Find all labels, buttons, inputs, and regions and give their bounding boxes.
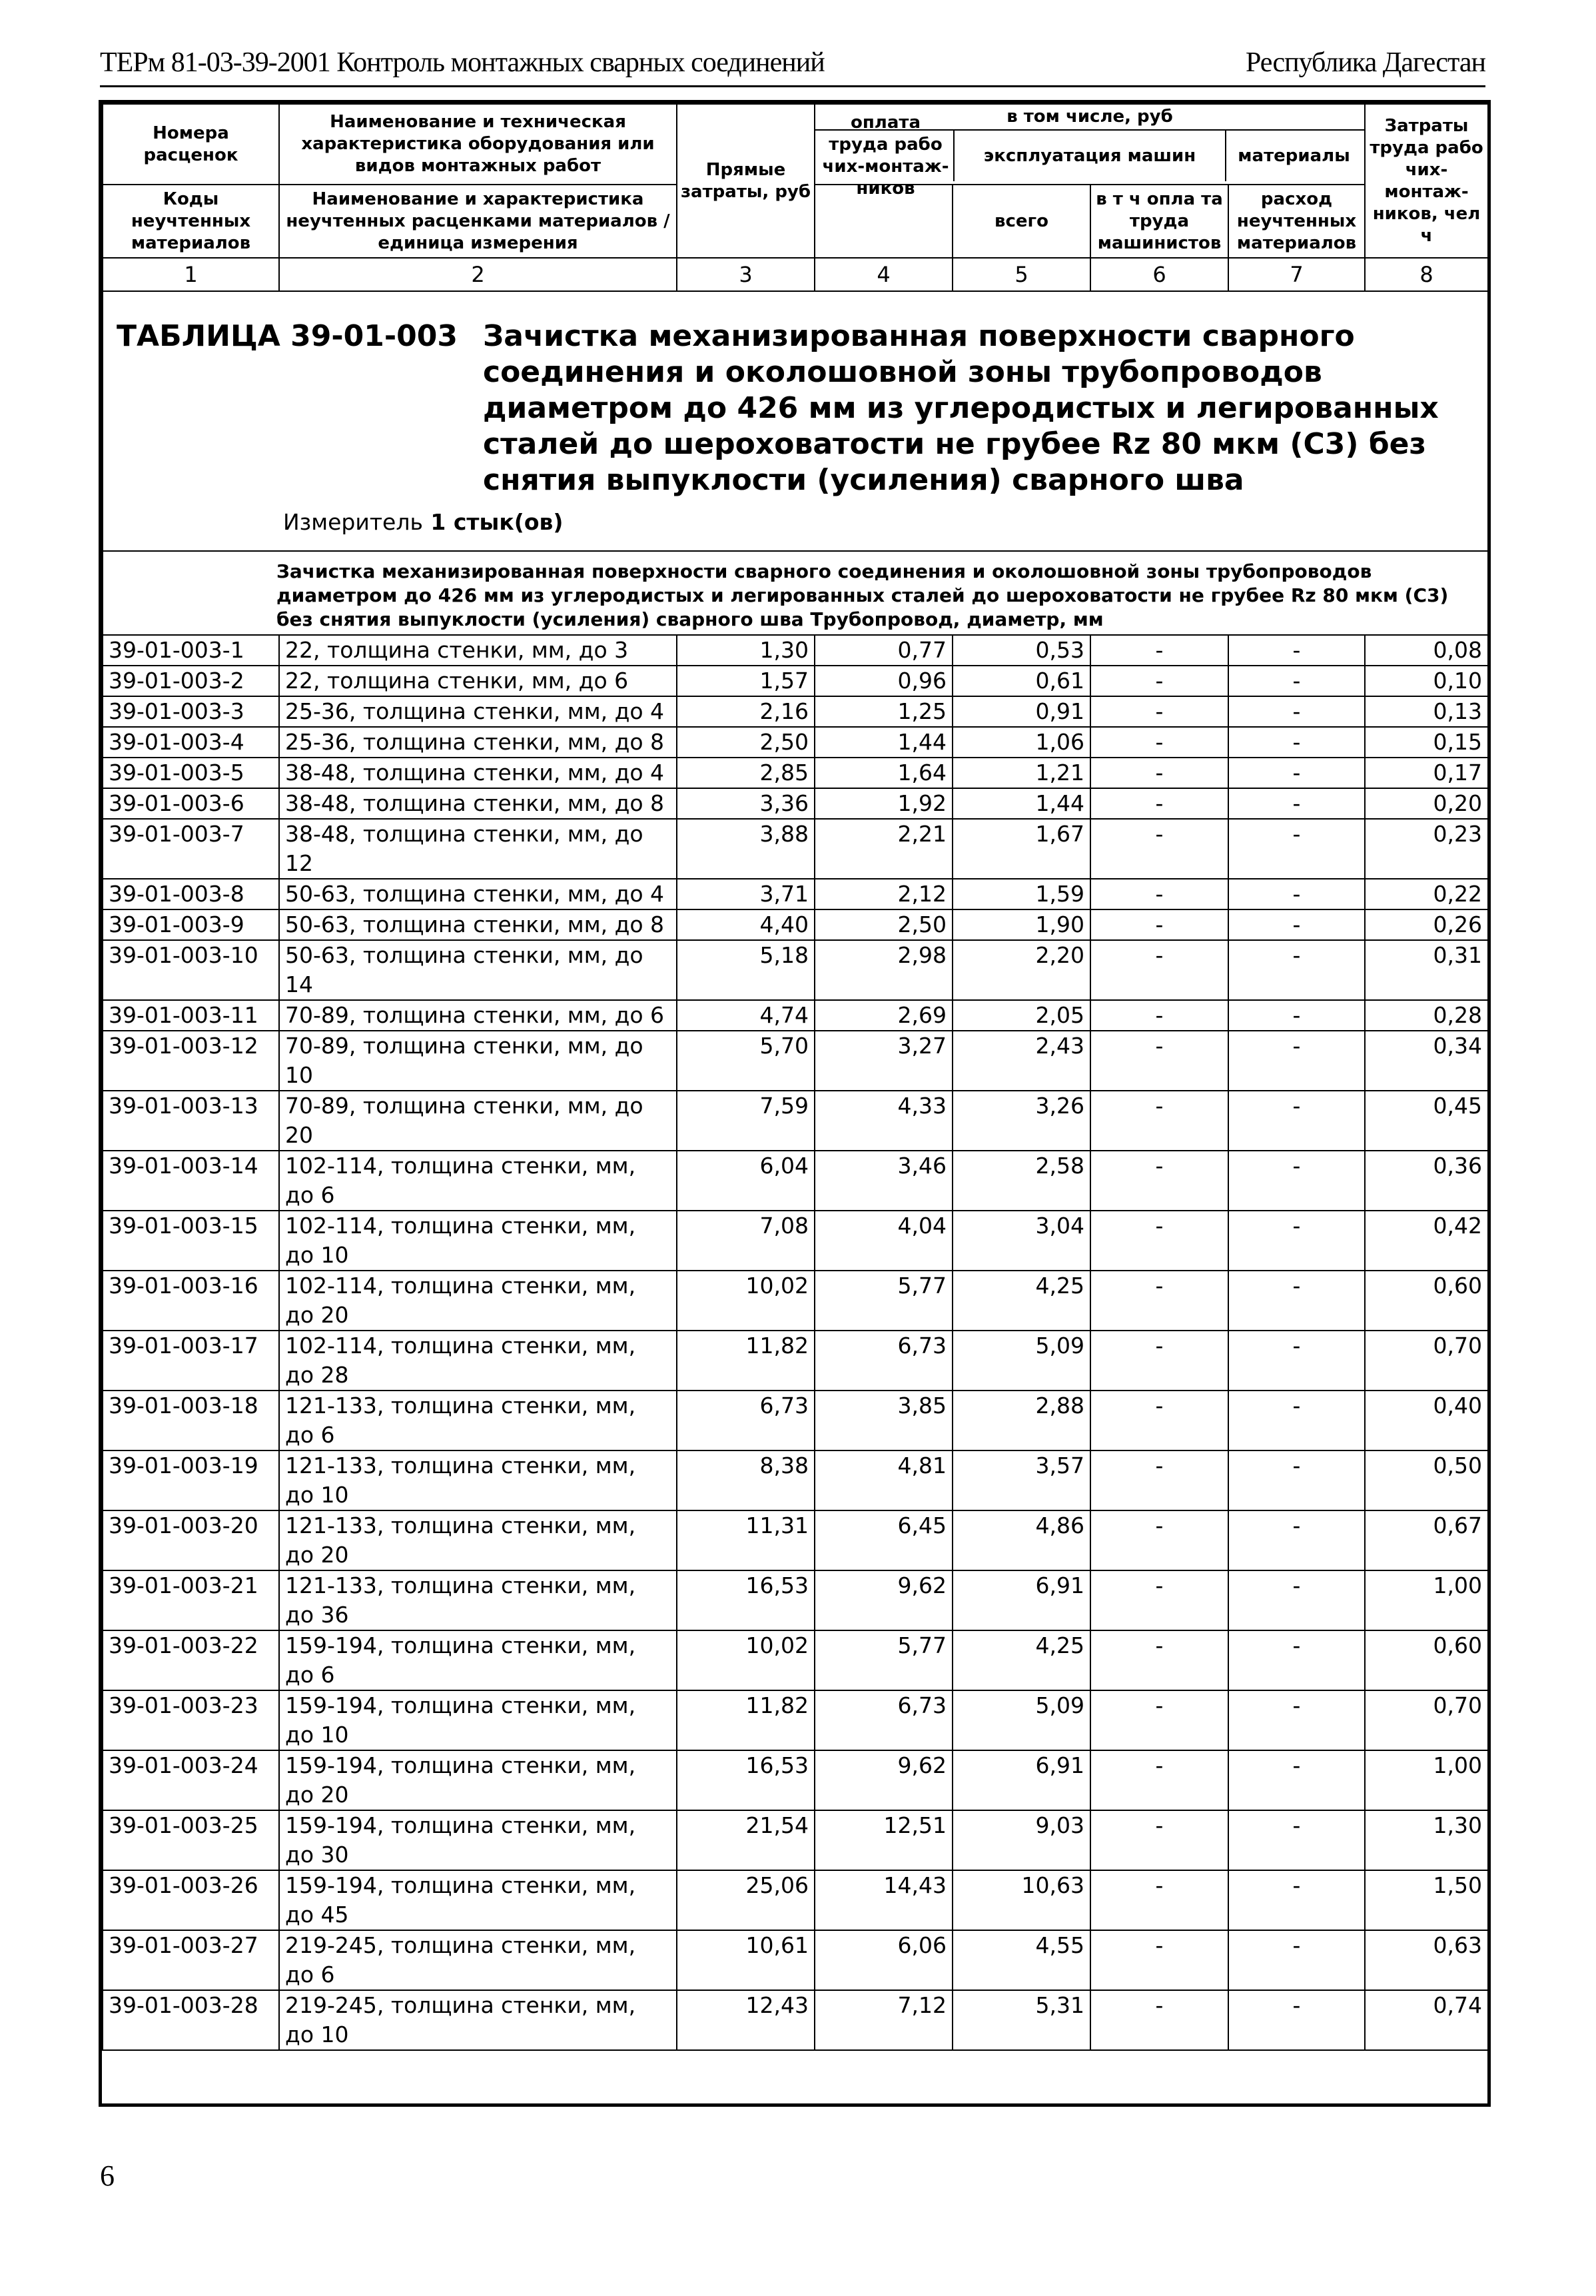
work-description: 159-194, толщина стенки, мм, до 30 <box>279 1810 677 1870</box>
work-description: 22, толщина стенки, мм, до 3 <box>279 635 677 666</box>
table-row <box>103 909 1488 940</box>
labor-cost: 3,85 <box>815 1391 953 1450</box>
work-description: 70-89, толщина стенки, мм, до 20 <box>279 1091 677 1151</box>
col-machines-labor-header: в т ч опла та труда машинистов <box>1090 185 1228 258</box>
table-row <box>103 1570 1488 1630</box>
rate-code: 39-01-003-19 <box>103 1450 279 1510</box>
rate-code: 39-01-003-4 <box>103 727 279 758</box>
rate-code: 39-01-003-15 <box>103 1211 279 1271</box>
direct-costs: 7,59 <box>677 1091 815 1151</box>
work-description: 102-114, толщина стенки, мм, до 28 <box>279 1331 677 1391</box>
work-description: 121-133, толщина стенки, мм, до 36 <box>279 1570 677 1630</box>
table-row <box>103 1151 1488 1211</box>
col-number-2: 2 <box>279 258 677 291</box>
labor-header: оплата труда рабо чих-монтаж-ников <box>818 131 955 181</box>
materials-cost: - <box>1228 1391 1365 1450</box>
labor-hours: 0,70 <box>1365 1331 1488 1391</box>
rate-code: 39-01-003-14 <box>103 1151 279 1211</box>
labor-hours: 0,10 <box>1365 666 1488 696</box>
header-rule <box>100 85 1485 87</box>
materials-cost: - <box>1228 666 1365 696</box>
col-number-5: 5 <box>953 258 1090 291</box>
table-row <box>103 1211 1488 1271</box>
direct-costs: 5,70 <box>677 1031 815 1091</box>
work-description: 219-245, толщина стенки, мм, до 6 <box>279 1930 677 1990</box>
machine-cost: 1,06 <box>953 727 1090 758</box>
labor-cost: 0,96 <box>815 666 953 696</box>
table-row <box>103 1990 1488 2050</box>
labor-cost: 1,92 <box>815 788 953 819</box>
rate-code: 39-01-003-1 <box>103 635 279 666</box>
rates-table <box>102 103 1489 2051</box>
table-row <box>103 1930 1488 1990</box>
machinist-labor-cost: - <box>1090 1630 1228 1690</box>
measure-value: 1 стык(ов) <box>430 509 564 535</box>
direct-costs: 11,82 <box>677 1690 815 1750</box>
col-number-6: 6 <box>1090 258 1228 291</box>
machine-cost: 1,90 <box>953 909 1090 940</box>
labor-cost: 2,50 <box>815 909 953 940</box>
labor-hours: 1,00 <box>1365 1750 1488 1810</box>
materials-cost: - <box>1228 1331 1365 1391</box>
work-description: 25-36, толщина стенки, мм, до 4 <box>279 696 677 727</box>
machine-cost: 1,21 <box>953 758 1090 788</box>
labor-hours: 0,67 <box>1365 1510 1488 1570</box>
table-row <box>103 1091 1488 1151</box>
col-including-header <box>815 104 1365 199</box>
machinist-labor-cost: - <box>1090 1211 1228 1271</box>
direct-costs: 8,38 <box>677 1450 815 1510</box>
machinist-labor-cost: - <box>1090 758 1228 788</box>
labor-hours: 1,50 <box>1365 1870 1488 1930</box>
machinist-labor-cost: - <box>1090 819 1228 879</box>
labor-cost: 2,98 <box>815 940 953 1000</box>
work-description: 22, толщина стенки, мм, до 6 <box>279 666 677 696</box>
machine-cost: 0,61 <box>953 666 1090 696</box>
machine-cost: 2,20 <box>953 940 1090 1000</box>
materials-cost: - <box>1228 1151 1365 1211</box>
machinist-labor-cost: - <box>1090 1930 1228 1990</box>
machinist-labor-cost: - <box>1090 1331 1228 1391</box>
work-description: 50-63, толщина стенки, мм, до 8 <box>279 909 677 940</box>
col-materials-name-header: Наименование и характеристика неучтенных расценками материалов / единица измерения <box>279 185 677 258</box>
rate-code: 39-01-003-9 <box>103 909 279 940</box>
labor-cost: 3,27 <box>815 1031 953 1091</box>
direct-costs: 12,43 <box>677 1990 815 2050</box>
materials-cost: - <box>1228 788 1365 819</box>
work-description: 102-114, толщина стенки, мм, до 6 <box>279 1151 677 1211</box>
direct-costs: 10,61 <box>677 1930 815 1990</box>
col-number-1: 1 <box>103 258 279 291</box>
rate-code: 39-01-003-10 <box>103 940 279 1000</box>
direct-costs: 2,50 <box>677 727 815 758</box>
machinist-labor-cost: - <box>1090 1690 1228 1750</box>
machine-cost: 2,58 <box>953 1151 1090 1211</box>
machine-cost: 2,43 <box>953 1031 1090 1091</box>
direct-costs: 1,57 <box>677 666 815 696</box>
machine-cost: 4,25 <box>953 1271 1090 1331</box>
labor-cost: 7,12 <box>815 1990 953 2050</box>
rate-code: 39-01-003-5 <box>103 758 279 788</box>
labor-hours: 0,60 <box>1365 1630 1488 1690</box>
table-row <box>103 819 1488 879</box>
rate-code: 39-01-003-17 <box>103 1331 279 1391</box>
table-row <box>103 940 1488 1000</box>
work-description: 50-63, толщина стенки, мм, до 4 <box>279 879 677 909</box>
machinist-labor-cost: - <box>1090 1031 1228 1091</box>
direct-costs: 16,53 <box>677 1750 815 1810</box>
work-description: 159-194, толщина стенки, мм, до 10 <box>279 1690 677 1750</box>
labor-cost: 3,46 <box>815 1151 953 1211</box>
labor-cost: 6,73 <box>815 1690 953 1750</box>
machine-cost: 10,63 <box>953 1870 1090 1930</box>
col-materials-use-header: расход неучтенных материалов <box>1228 185 1365 258</box>
materials-cost: - <box>1228 1870 1365 1930</box>
rate-code: 39-01-003-2 <box>103 666 279 696</box>
machine-cost: 2,05 <box>953 1000 1090 1031</box>
machinist-labor-cost: - <box>1090 1870 1228 1930</box>
direct-costs: 4,74 <box>677 1000 815 1031</box>
work-description: 159-194, толщина стенки, мм, до 45 <box>279 1870 677 1930</box>
direct-costs: 1,30 <box>677 635 815 666</box>
work-description: 25-36, толщина стенки, мм, до 8 <box>279 727 677 758</box>
table-row <box>103 758 1488 788</box>
col-codes-header: Номера расценок <box>103 104 279 185</box>
direct-costs: 6,73 <box>677 1391 815 1450</box>
machine-cost: 5,09 <box>953 1690 1090 1750</box>
machine-cost: 5,09 <box>953 1331 1090 1391</box>
machine-cost: 4,86 <box>953 1510 1090 1570</box>
table-row <box>103 635 1488 666</box>
materials-cost: - <box>1228 1000 1365 1031</box>
labor-hours: 0,42 <box>1365 1211 1488 1271</box>
work-description: 70-89, толщина стенки, мм, до 6 <box>279 1000 677 1031</box>
materials-cost: - <box>1228 1510 1365 1570</box>
machine-cost: 1,59 <box>953 879 1090 909</box>
machinist-labor-cost: - <box>1090 788 1228 819</box>
materials-cost: - <box>1228 1271 1365 1331</box>
materials-cost: - <box>1228 1091 1365 1151</box>
machinist-labor-cost: - <box>1090 940 1228 1000</box>
machinist-labor-cost: - <box>1090 1570 1228 1630</box>
machinist-labor-cost: - <box>1090 635 1228 666</box>
labor-cost: 1,25 <box>815 696 953 727</box>
direct-costs: 2,16 <box>677 696 815 727</box>
labor-cost: 5,77 <box>815 1271 953 1331</box>
machinist-labor-cost: - <box>1090 696 1228 727</box>
machine-cost: 9,03 <box>953 1810 1090 1870</box>
labor-cost: 5,77 <box>815 1630 953 1690</box>
direct-costs: 3,71 <box>677 879 815 909</box>
table-title-row <box>103 291 1488 551</box>
table-title-cell <box>103 291 1488 551</box>
labor-cost: 12,51 <box>815 1810 953 1870</box>
machinist-labor-cost: - <box>1090 1151 1228 1211</box>
table-row <box>103 1000 1488 1031</box>
direct-costs: 25,06 <box>677 1870 815 1930</box>
direct-costs: 4,40 <box>677 909 815 940</box>
table-heading <box>117 318 1474 498</box>
labor-hours: 1,00 <box>1365 1570 1488 1630</box>
direct-costs: 3,88 <box>677 819 815 879</box>
direct-costs: 2,85 <box>677 758 815 788</box>
measure-unit <box>283 508 1474 537</box>
direct-costs: 16,53 <box>677 1570 815 1630</box>
col-machines-total-header: всего <box>953 185 1090 258</box>
table-row <box>103 1391 1488 1450</box>
labor-cost: 4,81 <box>815 1450 953 1510</box>
labor-hours: 0,45 <box>1365 1091 1488 1151</box>
materials-cost: - <box>1228 758 1365 788</box>
labor-cost: 9,62 <box>815 1570 953 1630</box>
labor-hours: 1,30 <box>1365 1810 1488 1870</box>
materials-cost: - <box>1228 1690 1365 1750</box>
work-description: 70-89, толщина стенки, мм, до 10 <box>279 1031 677 1091</box>
labor-hours: 0,34 <box>1365 1031 1488 1091</box>
labor-cost: 6,73 <box>815 1331 953 1391</box>
rate-code: 39-01-003-26 <box>103 1870 279 1930</box>
machine-cost: 3,57 <box>953 1450 1090 1510</box>
labor-hours: 0,26 <box>1365 909 1488 940</box>
page-number: 6 <box>100 2159 115 2192</box>
machine-cost: 2,88 <box>953 1391 1090 1450</box>
rate-code: 39-01-003-18 <box>103 1391 279 1450</box>
machine-cost: 5,31 <box>953 1990 1090 2050</box>
page-header <box>100 47 1485 89</box>
work-description: 121-133, толщина стенки, мм, до 6 <box>279 1391 677 1450</box>
work-description: 219-245, толщина стенки, мм, до 10 <box>279 1990 677 2050</box>
table-row <box>103 727 1488 758</box>
group-title: Зачистка механизированная поверхности сварного соединения и околошовной зоны трубопроводов диаметром до 426 мм из углеродистых и легированных сталей до шероховатости не грубее Rz 80 мкм (С3) без снятия выпуклости (усиления) сварного шва Трубопровод, диаметр, мм <box>103 551 1488 635</box>
materials-cost: - <box>1228 1031 1365 1091</box>
labor-hours: 0,63 <box>1365 1930 1488 1990</box>
col-hours-header: Затраты труда рабо чих-монтаж-ников, чел ч <box>1365 104 1488 258</box>
labor-cost: 9,62 <box>815 1750 953 1810</box>
machinist-labor-cost: - <box>1090 1810 1228 1870</box>
materials-cost: - <box>1228 879 1365 909</box>
materials-cost: - <box>1228 727 1365 758</box>
table-row <box>103 1870 1488 1930</box>
rate-code: 39-01-003-3 <box>103 696 279 727</box>
materials-cost: - <box>1228 1630 1365 1690</box>
direct-costs: 10,02 <box>677 1271 815 1331</box>
materials-cost: - <box>1228 1930 1365 1990</box>
table-label: ТАБЛИЦА 39-01-003 <box>117 319 458 353</box>
table-row <box>103 1331 1488 1391</box>
labor-hours: 0,28 <box>1365 1000 1488 1031</box>
machine-cost: 6,91 <box>953 1570 1090 1630</box>
labor-hours: 0,31 <box>1365 940 1488 1000</box>
rate-code: 39-01-003-11 <box>103 1000 279 1031</box>
machine-cost: 0,53 <box>953 635 1090 666</box>
labor-hours: 0,08 <box>1365 635 1488 666</box>
machinist-labor-cost: - <box>1090 727 1228 758</box>
work-description: 102-114, толщина стенки, мм, до 10 <box>279 1211 677 1271</box>
labor-cost: 2,12 <box>815 879 953 909</box>
machinist-labor-cost: - <box>1090 1750 1228 1810</box>
machinist-labor-cost: - <box>1090 909 1228 940</box>
machinist-labor-cost: - <box>1090 1450 1228 1510</box>
labor-cost: 0,77 <box>815 635 953 666</box>
machine-cost: 6,91 <box>953 1750 1090 1810</box>
group-row <box>103 551 1488 635</box>
rate-code: 39-01-003-13 <box>103 1091 279 1151</box>
labor-hours: 0,22 <box>1365 879 1488 909</box>
column-numbers-row <box>103 258 1488 291</box>
labor-cost: 6,06 <box>815 1930 953 1990</box>
col-materials-codes-header: Коды неучтенных материалов <box>103 185 279 258</box>
rate-code: 39-01-003-6 <box>103 788 279 819</box>
col-direct-header: Прямые затраты, руб <box>677 104 815 258</box>
labor-cost: 1,44 <box>815 727 953 758</box>
materials-cost: - <box>1228 1570 1365 1630</box>
rate-code: 39-01-003-21 <box>103 1570 279 1630</box>
rate-code: 39-01-003-23 <box>103 1690 279 1750</box>
table-row <box>103 696 1488 727</box>
labor-cost: 2,21 <box>815 819 953 879</box>
including-label: в том числе, руб <box>815 105 1364 131</box>
rate-code: 39-01-003-24 <box>103 1750 279 1810</box>
labor-hours: 0,20 <box>1365 788 1488 819</box>
labor-hours: 0,23 <box>1365 819 1488 879</box>
work-description: 159-194, толщина стенки, мм, до 6 <box>279 1630 677 1690</box>
work-description: 121-133, толщина стенки, мм, до 10 <box>279 1450 677 1510</box>
materials-cost: - <box>1228 1211 1365 1271</box>
machine-cost: 1,44 <box>953 788 1090 819</box>
labor-hours: 0,74 <box>1365 1990 1488 2050</box>
rate-code: 39-01-003-25 <box>103 1810 279 1870</box>
machine-cost: 4,55 <box>953 1930 1090 1990</box>
labor-cost: 14,43 <box>815 1870 953 1930</box>
header-row-1 <box>103 104 1488 185</box>
col-name-header: Наименование и техническая характеристика оборудования или видов монтажных работ <box>279 104 677 185</box>
table-row <box>103 879 1488 909</box>
labor-hours: 0,50 <box>1365 1450 1488 1510</box>
table-row <box>103 1810 1488 1870</box>
table-title: Зачистка механизированная поверхности сварного соединения и околошовной зоны трубопроводов диаметром до 426 мм из углеродистых и легированных сталей до шероховатости не грубее Rz 80 мкм (С3) без снятия выпуклости (усиления) сварного шва <box>483 319 1439 497</box>
machine-cost: 3,26 <box>953 1091 1090 1151</box>
col-number-4: 4 <box>815 258 953 291</box>
labor-cost: 2,69 <box>815 1000 953 1031</box>
machine-cost: 1,67 <box>953 819 1090 879</box>
materials-cost: - <box>1228 635 1365 666</box>
materials-cost: - <box>1228 1810 1365 1870</box>
work-description: 121-133, толщина стенки, мм, до 20 <box>279 1510 677 1570</box>
col-number-8: 8 <box>1365 258 1488 291</box>
labor-hours: 0,40 <box>1365 1391 1488 1450</box>
materials-cost: - <box>1228 909 1365 940</box>
labor-hours: 0,13 <box>1365 696 1488 727</box>
materials-cost: - <box>1228 940 1365 1000</box>
direct-costs: 6,04 <box>677 1151 815 1211</box>
labor-cost: 6,45 <box>815 1510 953 1570</box>
labor-hours: 0,36 <box>1365 1151 1488 1211</box>
rate-code: 39-01-003-22 <box>103 1630 279 1690</box>
machinist-labor-cost: - <box>1090 1271 1228 1331</box>
rate-code: 39-01-003-7 <box>103 819 279 879</box>
work-description: 159-194, толщина стенки, мм, до 20 <box>279 1750 677 1810</box>
rate-code: 39-01-003-27 <box>103 1930 279 1990</box>
table-row <box>103 1271 1488 1331</box>
materials-cost: - <box>1228 1990 1365 2050</box>
materials-header: материалы <box>1238 145 1350 166</box>
document-title: ТЕРм 81-03-39-2001 Контроль монтажных сварных соединений <box>100 47 825 78</box>
document-region: Республика Дагестан <box>1245 47 1485 78</box>
work-description: 102-114, толщина стенки, мм, до 20 <box>279 1271 677 1331</box>
machinist-labor-cost: - <box>1090 1391 1228 1450</box>
work-description: 38-48, толщина стенки, мм, до 8 <box>279 788 677 819</box>
machinist-labor-cost: - <box>1090 1510 1228 1570</box>
measure-label: Измеритель <box>283 509 423 535</box>
machine-cost: 3,04 <box>953 1211 1090 1271</box>
materials-cost: - <box>1228 696 1365 727</box>
direct-costs: 21,54 <box>677 1810 815 1870</box>
table-row <box>103 1630 1488 1690</box>
labor-cost: 1,64 <box>815 758 953 788</box>
rate-code: 39-01-003-16 <box>103 1271 279 1331</box>
machinist-labor-cost: - <box>1090 1000 1228 1031</box>
table-row <box>103 1690 1488 1750</box>
direct-costs: 10,02 <box>677 1630 815 1690</box>
labor-hours: 0,15 <box>1365 727 1488 758</box>
table-row <box>103 666 1488 696</box>
machinist-labor-cost: - <box>1090 666 1228 696</box>
labor-hours: 0,60 <box>1365 1271 1488 1331</box>
direct-costs: 11,82 <box>677 1331 815 1391</box>
table-row <box>103 1510 1488 1570</box>
materials-cost: - <box>1228 819 1365 879</box>
work-description: 50-63, толщина стенки, мм, до 14 <box>279 940 677 1000</box>
labor-hours: 0,70 <box>1365 1690 1488 1750</box>
table-row <box>103 1450 1488 1510</box>
machinist-labor-cost: - <box>1090 1990 1228 2050</box>
labor-hours: 0,17 <box>1365 758 1488 788</box>
table-row <box>103 788 1488 819</box>
work-description: 38-48, толщина стенки, мм, до 4 <box>279 758 677 788</box>
labor-cost: 4,33 <box>815 1091 953 1151</box>
direct-costs: 3,36 <box>677 788 815 819</box>
direct-costs: 5,18 <box>677 940 815 1000</box>
rate-code: 39-01-003-12 <box>103 1031 279 1091</box>
rate-code: 39-01-003-20 <box>103 1510 279 1570</box>
labor-cost: 4,04 <box>815 1211 953 1271</box>
rate-code: 39-01-003-28 <box>103 1990 279 2050</box>
table-row <box>103 1750 1488 1810</box>
machine-cost: 0,91 <box>953 696 1090 727</box>
col-number-3: 3 <box>677 258 815 291</box>
materials-cost: - <box>1228 1750 1365 1810</box>
col-number-7: 7 <box>1228 258 1365 291</box>
machine-cost: 4,25 <box>953 1630 1090 1690</box>
machinist-labor-cost: - <box>1090 879 1228 909</box>
machinist-labor-cost: - <box>1090 1091 1228 1151</box>
table-row <box>103 1031 1488 1091</box>
materials-cost: - <box>1228 1450 1365 1510</box>
direct-costs: 11,31 <box>677 1510 815 1570</box>
work-description: 38-48, толщина стенки, мм, до 12 <box>279 819 677 879</box>
machines-header: эксплуатация машин <box>955 131 1226 181</box>
rate-code: 39-01-003-8 <box>103 879 279 909</box>
direct-costs: 7,08 <box>677 1211 815 1271</box>
